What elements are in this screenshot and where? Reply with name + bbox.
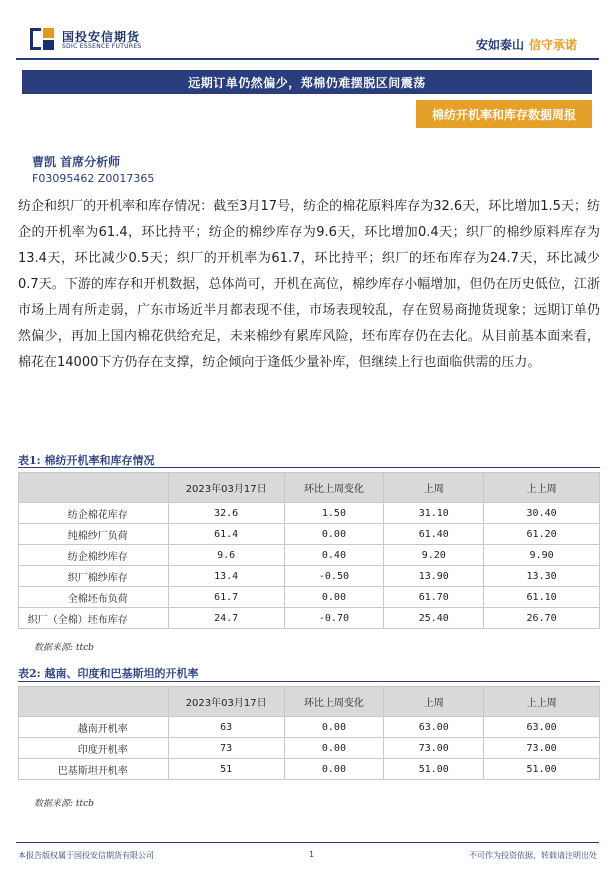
value-cell: 26.70	[484, 608, 600, 629]
report-title: 远期订单仍然偏少，郑棉仍难摆脱区间震荡	[22, 70, 592, 94]
footer-copyright: 本报告版权属于国投安信期货有限公司	[18, 851, 154, 860]
value-cell: 51.00	[484, 759, 600, 780]
value-cell: 51	[168, 759, 284, 780]
table2-header-row	[19, 687, 600, 717]
table-row	[19, 608, 600, 629]
table1-title: 表1: 棉纺开机率和库存情况	[18, 454, 155, 467]
table-row	[19, 566, 600, 587]
value-cell: 61.4	[168, 524, 284, 545]
table-row	[19, 738, 600, 759]
author-name: 曹凯 首席分析师	[32, 155, 121, 169]
row-label-cell: 纺企棉纱库存	[19, 545, 169, 566]
table1-rule	[18, 467, 600, 468]
value-cell: 0.00	[284, 717, 384, 738]
value-cell: 61.20	[484, 524, 600, 545]
row-label-cell: 纺企棉花库存	[19, 503, 169, 524]
value-cell: 24.7	[168, 608, 284, 629]
value-cell: 13.4	[168, 566, 284, 587]
header-divider	[16, 58, 599, 60]
company-logo-icon	[30, 28, 54, 50]
table2-rule	[18, 681, 600, 682]
report-subtitle: 棉纺开机率和库存数据周报	[416, 100, 592, 128]
table-header-cell: 环比上周变化	[284, 687, 384, 717]
row-label-cell: 织厂（全棉）坯布库存	[19, 608, 169, 629]
value-cell: 63	[168, 717, 284, 738]
value-cell: 61.40	[384, 524, 484, 545]
footer-disclaimer: 不可作为投资依据，转载请注明出处	[469, 851, 597, 860]
value-cell: 61.10	[484, 587, 600, 608]
value-cell: 73.00	[384, 738, 484, 759]
value-cell: 13.30	[484, 566, 600, 587]
value-cell: 25.40	[384, 608, 484, 629]
value-cell: 73.00	[484, 738, 600, 759]
slogan-part-b: 信守承诺	[528, 38, 577, 52]
table2	[18, 686, 600, 780]
table-header-cell: 环比上周变化	[284, 473, 384, 503]
value-cell: 13.90	[384, 566, 484, 587]
table2-title: 表2: 越南、印度和巴基斯坦的开机率	[18, 667, 199, 680]
row-label-cell: 全棉坯布负荷	[19, 587, 169, 608]
value-cell: 73	[168, 738, 284, 759]
value-cell: -0.50	[284, 566, 384, 587]
table-header-cell: 2023年03月17日	[168, 473, 284, 503]
row-label-cell: 织厂棉纱库存	[19, 566, 169, 587]
page-number: 1	[309, 850, 315, 859]
slogan	[476, 36, 577, 53]
value-cell: 1.50	[284, 503, 384, 524]
table-row	[19, 587, 600, 608]
body-paragraph: 纺企和织厂的开机率和库存情况：截至3月17号，纺企的棉花原料库存为32.6天，环比增加1.5天；纺企的开机率为61.4，环比持平；纺企的棉纱库存为9.6天，环比增加0.4天；织厂的棉纱原料库存为13.4天，环比减少0.5天；织厂的开机率为61.7，环比持平；织厂的坯布库存为24.7天，环比减少0.7天。下游的库存和开机数据，总体尚可，开机在高位，棉纱库存小幅增加，但仍在历史低位，江浙市场上周有所走弱，广东市场近半月都表现不佳，市场表现较乱，存在贸易商抛货现象；远期订单仍然偏少，再加上国内棉花供给充足，未来棉纱有累库风险，坯布库存仍在去化。从目前基本面来看，棉花在14000下方仍存在支撑，纺企倾向于逢低少量补库，但继续上行也面临供需的压力。	[18, 199, 600, 370]
value-cell: 0.40	[284, 545, 384, 566]
table-header-cell	[19, 473, 169, 503]
page-header	[0, 0, 615, 62]
table1	[18, 472, 600, 629]
value-cell: 0.00	[284, 524, 384, 545]
table-row	[19, 503, 600, 524]
table1-source: 数据来源: ttcb	[34, 643, 94, 653]
table-row	[19, 759, 600, 780]
value-cell: 31.10	[384, 503, 484, 524]
company-name-en: SDIC ESSENCE FUTURES	[62, 43, 142, 50]
value-cell: 0.00	[284, 738, 384, 759]
table-header-cell: 上上周	[484, 473, 600, 503]
table-row	[19, 545, 600, 566]
table-header-cell	[19, 687, 169, 717]
row-label-cell: 越南开机率	[19, 717, 169, 738]
company-name-cn: 国投安信期货	[62, 30, 141, 44]
value-cell: -0.70	[284, 608, 384, 629]
table-header-cell: 上周	[384, 687, 484, 717]
value-cell: 61.7	[168, 587, 284, 608]
author-codes: F03095462 Z0017365	[32, 172, 155, 185]
table-header-cell: 2023年03月17日	[168, 687, 284, 717]
slogan-part-a: 安如泰山	[475, 38, 524, 52]
value-cell: 0.00	[284, 759, 384, 780]
value-cell: 9.6	[168, 545, 284, 566]
footer-divider	[16, 842, 599, 843]
value-cell: 63.00	[384, 717, 484, 738]
value-cell: 0.00	[284, 587, 384, 608]
value-cell: 61.70	[384, 587, 484, 608]
value-cell: 30.40	[484, 503, 600, 524]
value-cell: 51.00	[384, 759, 484, 780]
row-label-cell: 纯棉纱厂负荷	[19, 524, 169, 545]
row-label-cell: 巴基斯坦开机率	[19, 759, 169, 780]
row-label-cell: 印度开机率	[19, 738, 169, 759]
value-cell: 9.20	[384, 545, 484, 566]
table-row	[19, 524, 600, 545]
value-cell: 63.00	[484, 717, 600, 738]
table1-header-row	[19, 473, 600, 503]
value-cell: 9.90	[484, 545, 600, 566]
table-header-cell: 上上周	[484, 687, 600, 717]
table-header-cell: 上周	[384, 473, 484, 503]
table-row	[19, 717, 600, 738]
table2-source: 数据来源: ttcb	[34, 799, 94, 809]
value-cell: 32.6	[168, 503, 284, 524]
